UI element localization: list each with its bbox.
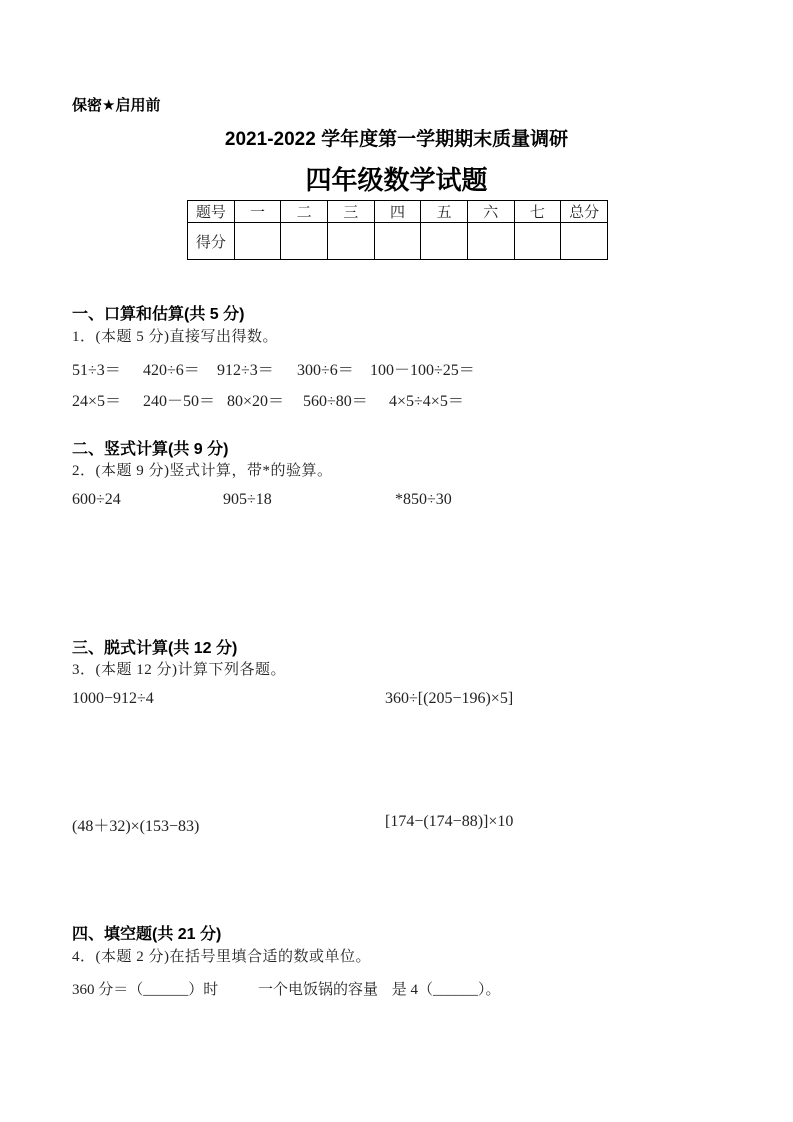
score-table-cell-q5: 五: [421, 201, 468, 223]
score-blank-cell: [281, 223, 328, 260]
problem-expression: 240－50＝: [143, 393, 216, 410]
score-table-cell-label: 题号: [188, 201, 235, 223]
section2-heading: 二、竖式计算(共 9 分): [72, 441, 229, 458]
score-table: [187, 200, 608, 260]
page-title: 四年级数学试题: [305, 165, 488, 195]
score-label-cell: 得分: [188, 223, 235, 260]
fill-blank-part: 一个电饭锅的容量: [258, 982, 379, 998]
score-blank-cell: [327, 223, 374, 260]
score-blank-cell: [561, 223, 608, 260]
score-table-cell-q2: 二: [281, 201, 328, 223]
score-blank-cell: [514, 223, 561, 260]
section3-problem-row-2: [72, 813, 753, 836]
classification-label: 保密★启用前: [72, 97, 161, 114]
problem-expression: 905÷18: [223, 491, 272, 508]
problem-expression: 560÷80＝: [303, 393, 368, 410]
problem-expression: 80×20＝: [227, 393, 285, 410]
problem-expression: 1000−912÷4: [72, 690, 154, 707]
score-blank-cell: [467, 223, 514, 260]
section1-problem-row-1: [72, 357, 753, 380]
score-blank-cell: [374, 223, 421, 260]
score-table-cell-q3: 三: [327, 201, 374, 223]
exam-subtitle: 2021-2022 学年度第一学期期末质量调研: [224, 129, 569, 150]
problem-expression: 51÷3＝: [72, 362, 121, 379]
problem-expression: 300÷6＝: [297, 362, 354, 379]
score-table-score-row: [188, 223, 608, 260]
section4-instruction: 4．(本题 2 分)在括号里填合适的数或单位。: [72, 949, 371, 965]
problem-expression: 24×5＝: [72, 393, 122, 410]
section3-instruction: 3．(本题 12 分)计算下列各题。: [72, 662, 286, 678]
section3-heading: 三、脱式计算(共 12 分): [72, 640, 238, 657]
section1-instruction: 1．(本题 5 分)直接写出得数。: [72, 329, 278, 345]
problem-expression: 4×5÷4×5＝: [389, 393, 464, 410]
problem-expression: 420÷6＝: [143, 362, 200, 379]
section1-problem-row-2: [72, 388, 753, 411]
score-table-header-row: [188, 201, 608, 223]
score-table-cell-total: 总分: [561, 201, 608, 223]
problem-expression: *850÷30: [395, 491, 452, 508]
fill-blank-part: 360 分＝（______）时: [72, 982, 219, 998]
problem-expression: 360÷[(205−196)×5]: [385, 690, 514, 707]
score-table-cell-q1: 一: [234, 201, 281, 223]
problem-expression: 100－100÷25＝: [370, 362, 475, 379]
score-table-cell-q4: 四: [374, 201, 421, 223]
section2-instruction: 2．(本题 9 分)竖式计算，带*的验算。: [72, 463, 333, 479]
problem-expression: 912÷3＝: [217, 362, 274, 379]
score-table-cell-q7: 七: [514, 201, 561, 223]
problem-expression: [174−(174−88)]×10: [385, 813, 514, 830]
score-table-cell-q6: 六: [467, 201, 514, 223]
score-blank-cell: [421, 223, 468, 260]
section4-fill-blank-line: [72, 978, 501, 999]
section3-problem-row-1: [72, 690, 753, 708]
problem-expression: 600÷24: [72, 491, 121, 508]
section1-heading: 一、口算和估算(共 5 分): [72, 306, 245, 323]
section2-problem-row: [72, 491, 753, 509]
section4-heading: 四、填空题(共 21 分): [72, 926, 222, 943]
problem-expression: (48＋32)×(153−83): [72, 818, 200, 835]
fill-blank-part: 是 4（______）。: [391, 982, 501, 998]
score-blank-cell: [234, 223, 281, 260]
